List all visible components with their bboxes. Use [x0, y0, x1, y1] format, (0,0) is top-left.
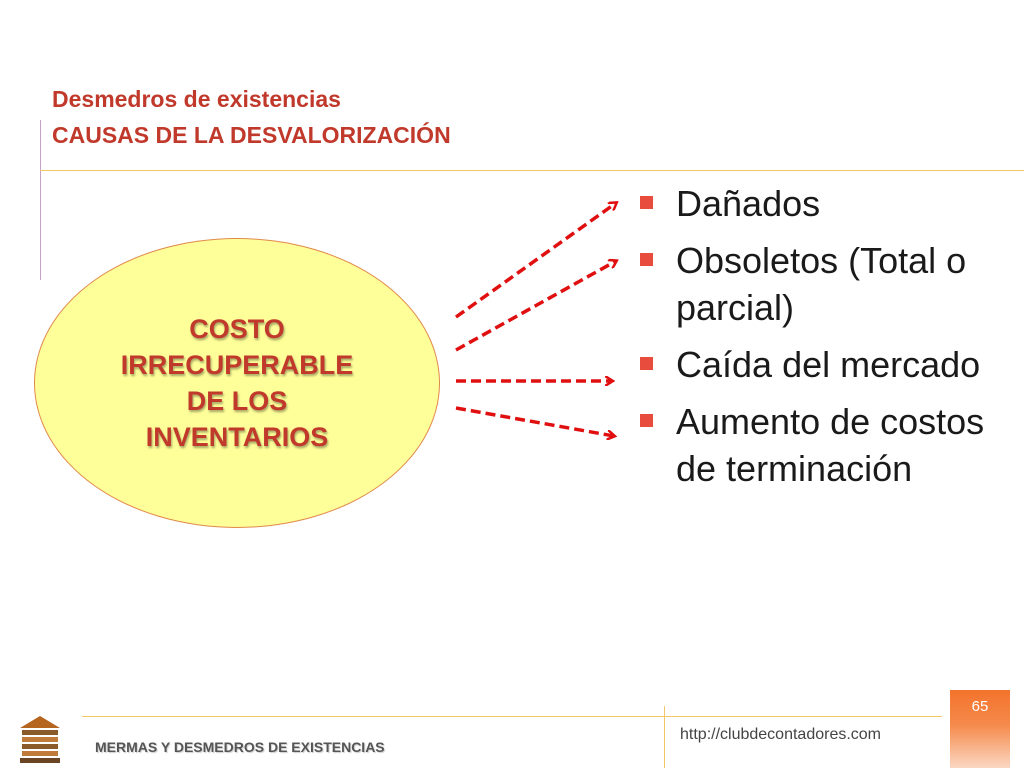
causes-list	[636, 180, 1016, 502]
slide-subtitle: CAUSAS DE LA DESVALORIZACIÓN	[52, 122, 451, 148]
center-label-line: COSTO	[189, 314, 285, 344]
list-item	[636, 237, 1016, 331]
arrow-to-aumento	[456, 408, 614, 436]
list-item	[636, 398, 1016, 492]
cause-label: Dañados	[676, 183, 821, 224]
footer-vertical-divider	[664, 706, 665, 768]
footer-title: MERMAS Y DESMEDROS DE EXISTENCIAS	[95, 739, 385, 755]
square-bullet-icon	[640, 414, 653, 427]
cause-label: Caída del mercado	[676, 344, 981, 385]
center-label-line: DE LOS	[186, 386, 288, 416]
page-number: 65	[971, 698, 989, 715]
list-item	[636, 180, 1016, 227]
square-bullet-icon	[640, 253, 653, 266]
center-label-line: IRRECUPERABLE	[120, 350, 354, 380]
center-label-line: INVENTARIOS	[145, 422, 329, 452]
slide-title: Desmedros de existencias	[52, 86, 341, 112]
footer-divider	[82, 716, 942, 717]
cause-label: Aumento de costos de terminación	[676, 401, 985, 489]
arrow-to-danados	[456, 203, 616, 317]
page-number-box	[950, 690, 1010, 768]
square-bullet-icon	[640, 196, 653, 209]
arrow-to-obsoletos	[456, 261, 616, 350]
cause-label: Obsoletos (Total o parcial)	[676, 240, 967, 328]
footer-url-link[interactable]: http://clubdecontadores.com	[680, 726, 882, 743]
square-bullet-icon	[640, 357, 653, 370]
list-item	[636, 341, 1016, 388]
building-logo-icon	[16, 714, 64, 766]
